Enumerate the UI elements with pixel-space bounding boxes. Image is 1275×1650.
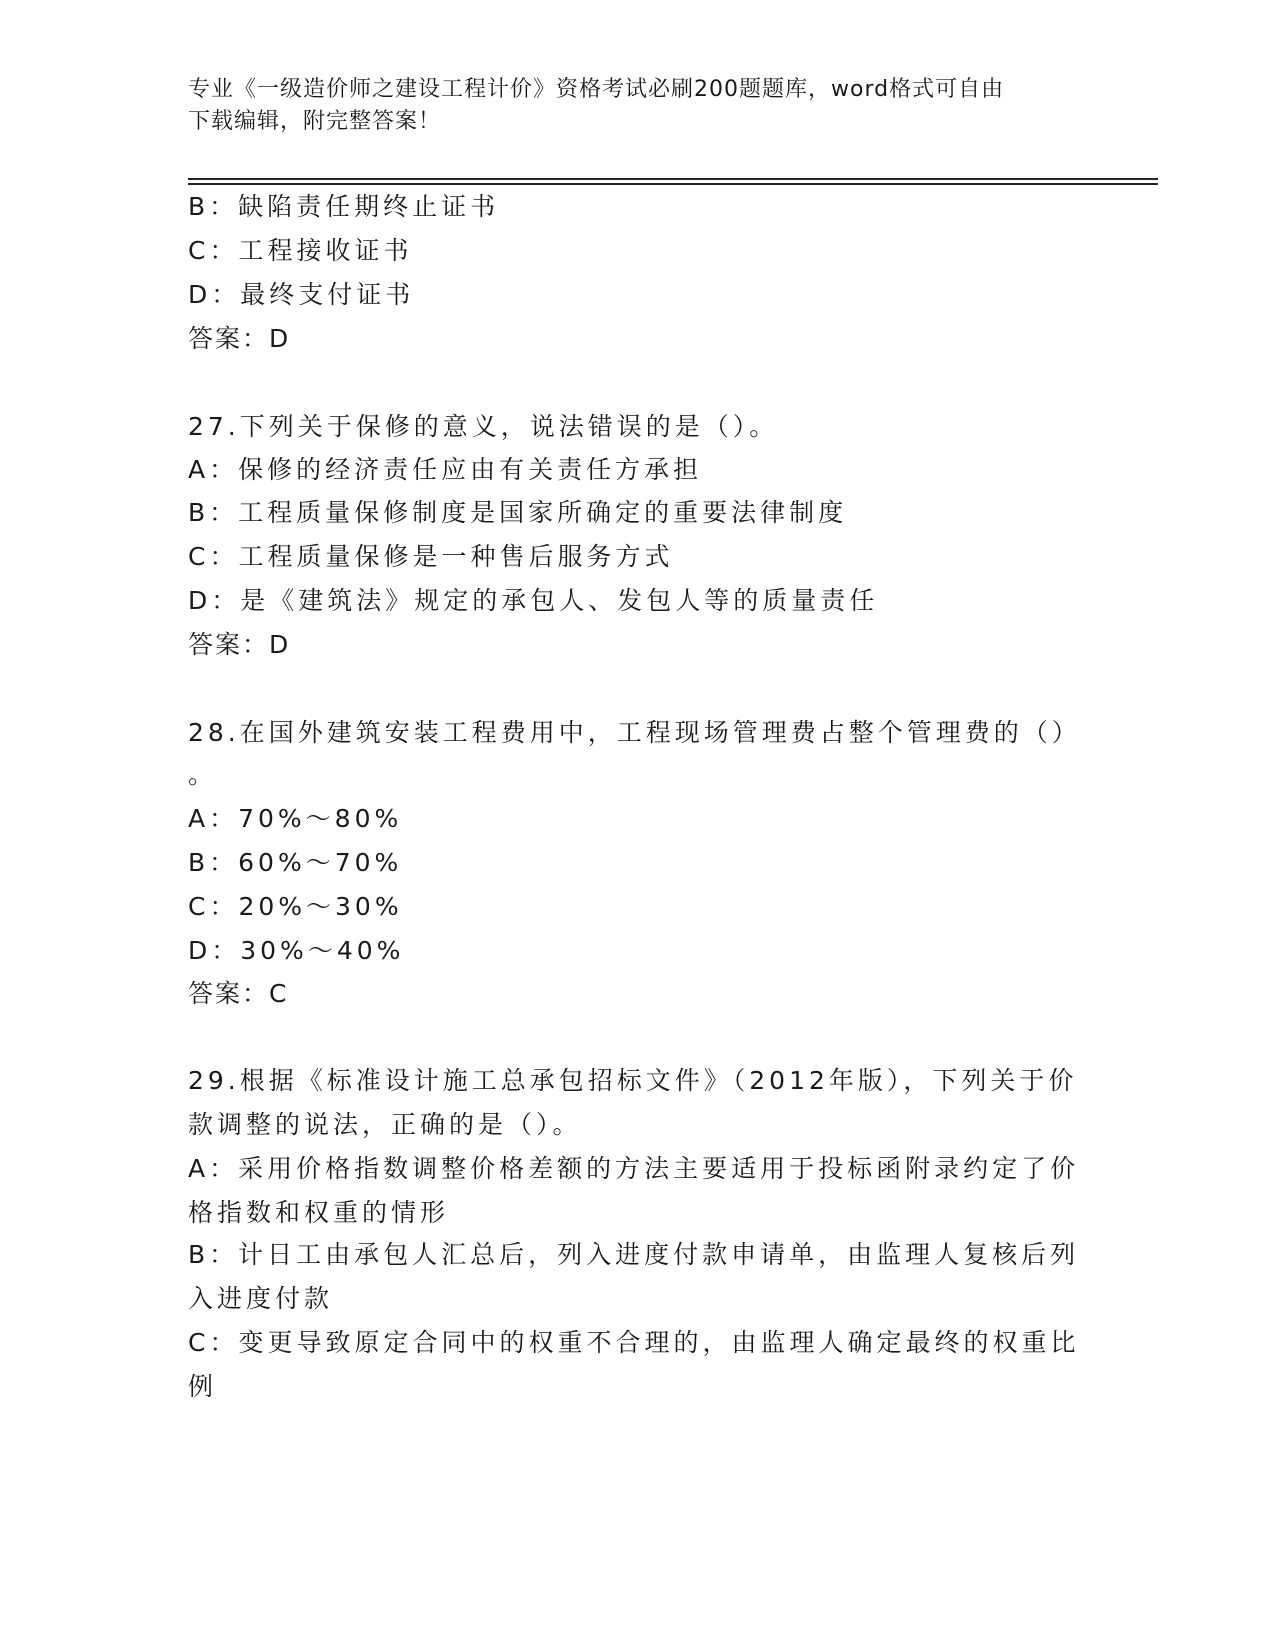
q26-option-b: B：缺陷责任期终止证书 <box>188 192 500 221</box>
q29-option-a-continued: 格指数和权重的情形 <box>188 1198 450 1227</box>
q26-option-c: C：工程接收证书 <box>188 236 413 265</box>
q28-stem: 28.在国外建筑安装工程费用中，工程现场管理费占整个管理费的（） <box>188 718 1081 747</box>
q28-answer: 答案：C <box>188 979 289 1008</box>
q28-option-d: D：30%～40% <box>188 936 405 965</box>
q27-answer: 答案：D <box>188 630 291 659</box>
q27-option-c: C：工程质量保修是一种售后服务方式 <box>188 542 674 571</box>
q29-option-c-continued: 例 <box>188 1372 218 1401</box>
q28-stem-continued: 。 <box>188 760 218 789</box>
q29-option-b-continued: 入进度付款 <box>188 1284 334 1313</box>
header-divider <box>188 178 1158 180</box>
header-line-2: 下载编辑，附完整答案！ <box>188 109 442 134</box>
page-header <box>188 74 1088 138</box>
q27-stem: 27.下列关于保修的意义，说法错误的是（）。 <box>188 412 779 441</box>
q29-stem: 29.根据《标准设计施工总承包招标文件》（2012年版），下列关于价 <box>188 1066 1078 1095</box>
header-line-1: 专业《一级造价师之建设工程计价》资格考试必刷200题题库，word格式可自由 <box>188 77 1005 102</box>
q29-option-b: B：计日工由承包人汇总后，列入进度付款申请单，由监理人复核后列 <box>188 1240 1080 1269</box>
q28-option-b: B：60%～70% <box>188 848 403 877</box>
q29-option-c: C：变更导致原定合同中的权重不合理的，由监理人确定最终的权重比 <box>188 1328 1080 1357</box>
q29-option-a: A：采用价格指数调整价格差额的方法主要适用于投标函附录约定了价 <box>188 1154 1080 1183</box>
q27-option-b: B：工程质量保修制度是国家所确定的重要法律制度 <box>188 498 848 527</box>
q26-answer: 答案：D <box>188 324 291 353</box>
q26-option-d: D：最终支付证书 <box>188 280 415 309</box>
q28-option-a: A：70%～80% <box>188 804 403 833</box>
q27-option-a: A：保修的经济责任应由有关责任方承担 <box>188 455 703 484</box>
q29-stem-continued: 款调整的说法，正确的是（）。 <box>188 1110 582 1139</box>
q28-option-c: C：20%～30% <box>188 892 403 921</box>
q27-option-d: D：是《建筑法》规定的承包人、发包人等的质量责任 <box>188 586 879 615</box>
